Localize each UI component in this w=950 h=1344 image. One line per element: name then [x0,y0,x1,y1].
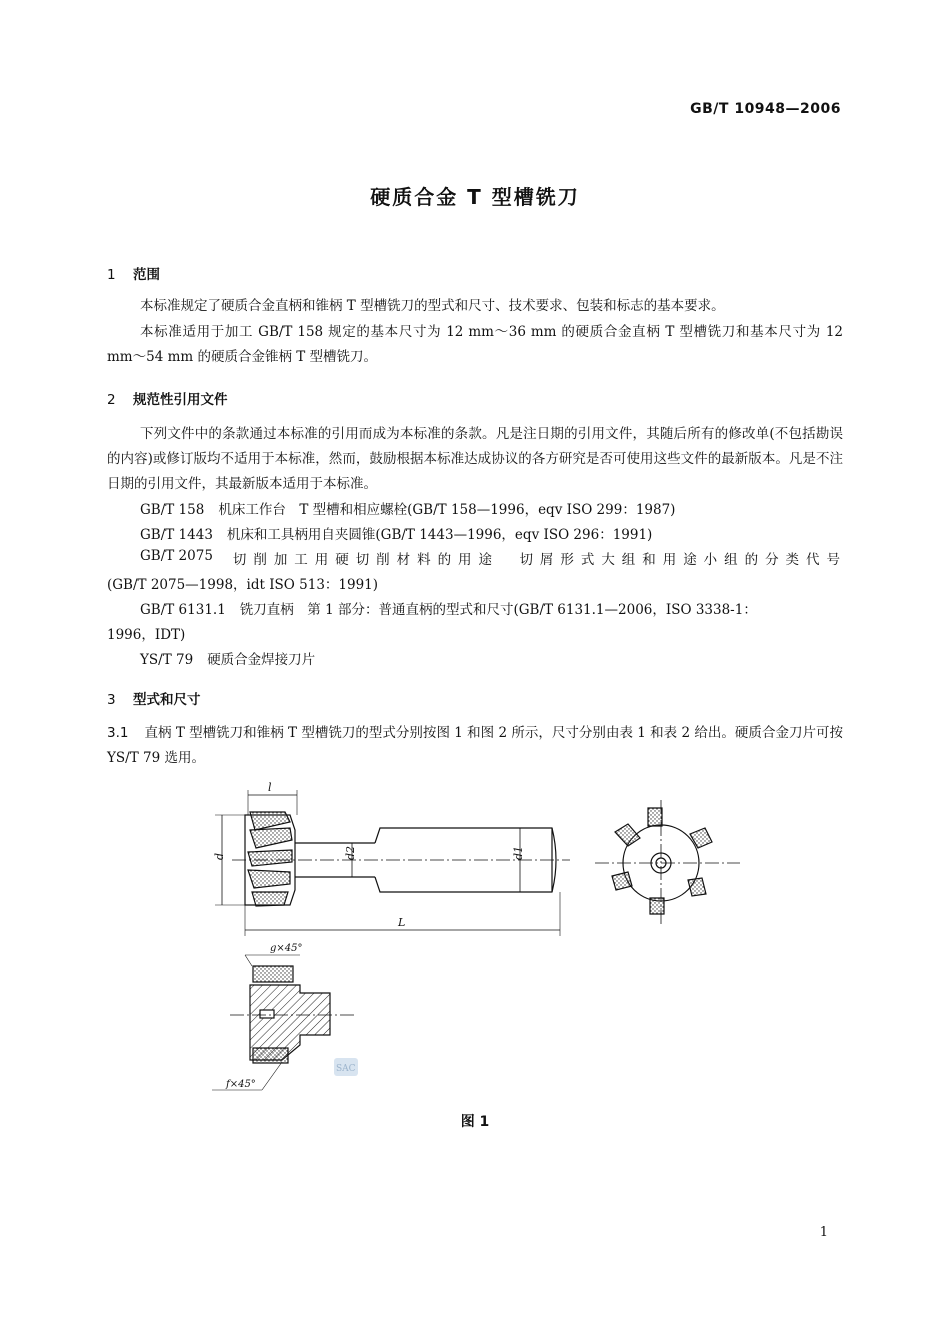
page-title: 硬质合金 T 型槽铣刀 [370,185,580,209]
reference-title: 切削加工用硬切削材料的用途 切屑形式大组和用途小组的分类代号 [232,552,840,568]
reference-item [140,498,675,518]
section-2-heading [107,388,228,408]
label-L: L [398,916,406,929]
reference-item [140,598,757,618]
end-view [595,800,740,925]
standard-number: GB/T 10948—2006 [690,101,841,117]
label-g: g×45° [270,943,303,954]
section-number: 2 [107,392,116,408]
section-3-heading [107,688,201,708]
reference-title: 硬质合金焊接刀片 [207,652,316,668]
reference-code: GB/T 1443 [140,527,213,543]
section-title: 范围 [133,267,160,283]
section-1-heading [107,263,160,283]
side-view [215,790,570,936]
reference-code: GB/T 6131.1 [140,602,226,618]
clause-number: 3.1 [107,725,129,741]
figure-1-drawing [0,775,950,1105]
section-number: 1 [107,267,116,283]
section-title: 型式和尺寸 [133,692,201,708]
section-number: 3 [107,692,116,708]
watermark [334,1058,358,1076]
label-d2: d2 [344,845,357,860]
label-l: l [268,781,272,794]
paragraph: 直柄 T 型槽铣刀和锥柄 T 型槽铣刀的型式分别按图 1 和图 2 所示，尺寸分别由表 1 和表 2 给出。硬质合金刀片可按 YS/T 79 选用。 [107,725,843,766]
label-d1: d1 [512,845,525,860]
reference-code: GB/T 158 [140,502,205,518]
reference-title: 铣刀直柄 第 1 部分：普通直柄的型式和尺寸(GB/T 6131.1—2006，ISO 3338-1： [239,602,757,618]
section-detail [212,955,355,1090]
page-number: 1 [819,1225,828,1240]
watermark-text: SAC [336,1064,356,1074]
reference-title: 机床和工具柄用自夹圆锥(GB/T 1443—1996，eqv ISO 296：1991) [226,527,653,543]
reference-continuation: (GB/T 2075—1998，idt ISO 513：1991) [107,577,379,593]
paragraph: 本标准适用于加工 GB/T 158 规定的基本尺寸为 12 mm～36 mm 的硬质合金直柄 T 型槽铣刀和基本尺寸为 12 mm～54 mm 的硬质合金锥柄 T 型槽铣刀。 [107,324,843,365]
reference-item [140,548,840,568]
paragraph: 下列文件中的条款通过本标准的引用而成为本标准的条款。凡是注日期的引用文件，其随后所有的修改单(不包括勘误的内容)或修订版均不适用于本标准，然而，鼓励根据本标准达成协议的各方研究是否可使用这些文件的最新版本。凡是不注日期的引用文件，其最新版本适用于本标准。 [107,426,843,492]
section-title: 规范性引用文件 [133,392,228,408]
reference-code: YS/T 79 [140,652,194,668]
label-d: d [213,852,226,860]
clause-3-1 [107,721,843,771]
reference-item [140,648,315,668]
reference-continuation: 1996，IDT) [107,627,186,643]
reference-title: 机床工作台 T 型槽和相应螺栓(GB/T 158—1996，eqv ISO 299：1987) [218,502,676,518]
paragraph: 本标准规定了硬质合金直柄和锥柄 T 型槽铣刀的型式和尺寸、技术要求、包装和标志的基本要求。 [140,298,725,314]
reference-item [140,523,652,543]
figure-caption: 图 1 [460,1114,490,1130]
label-f: f×45° [226,1079,256,1090]
reference-code: GB/T 2075 [140,548,213,564]
